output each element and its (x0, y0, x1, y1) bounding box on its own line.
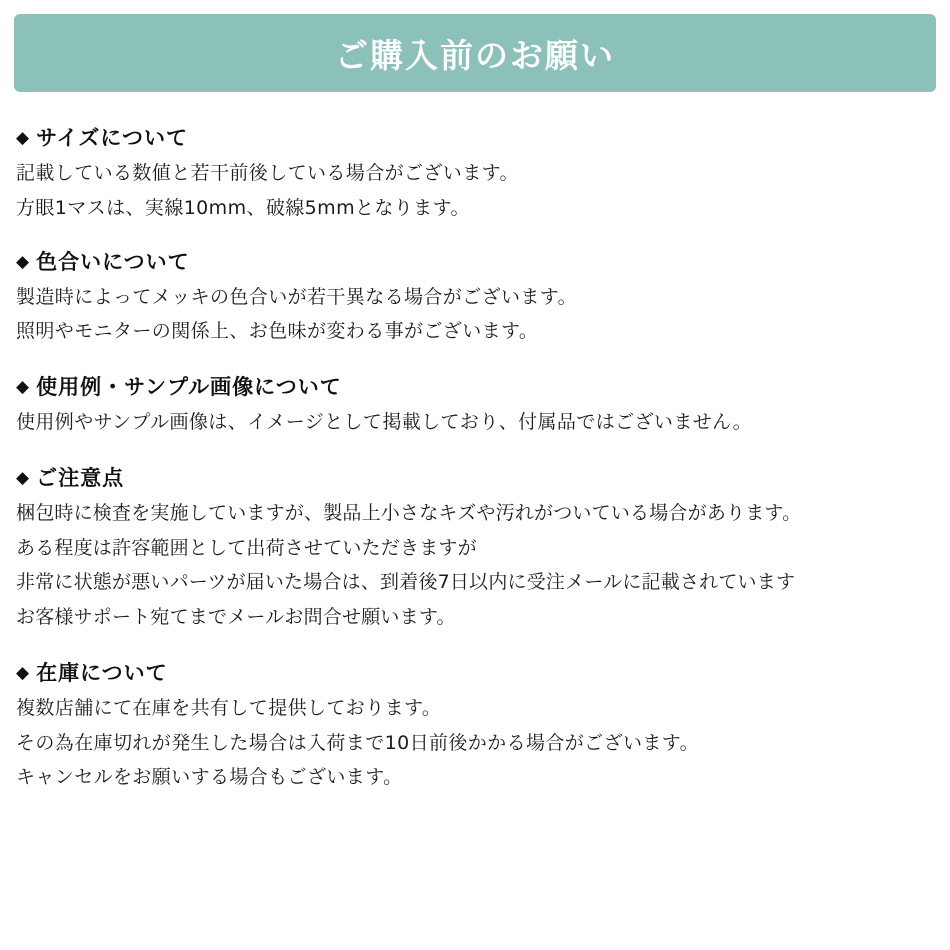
body-line: お客様サポート宛てまでメールお問合せ願います。 (16, 606, 456, 629)
section-cautions (14, 462, 936, 633)
body-line: 方眼1マスは、実線10mm、破線5mmとなります。 (16, 196, 470, 219)
section-body-color (16, 282, 936, 348)
section-color (14, 246, 936, 348)
diamond-bullet-icon: ◆ (16, 377, 31, 398)
section-stock (14, 657, 936, 793)
section-heading-cautions-label: ご注意点 (36, 465, 125, 490)
body-line: キャンセルをお願いする場合もございます。 (16, 766, 403, 789)
body-line: 照明やモニターの関係上、お色味が変わる事がございます。 (16, 320, 539, 343)
section-heading-stock-label: 在庫について (36, 660, 168, 685)
section-body-cautions (16, 498, 936, 633)
section-body-sample (16, 407, 936, 438)
section-body-size (16, 158, 936, 224)
body-line: 複数店舗にて在庫を共有して提供しております。 (16, 696, 442, 719)
section-heading-sample-label: 使用例・サンプル画像について (36, 375, 342, 400)
page-title: ご購入前のお願い (335, 35, 615, 75)
body-line: 記載している数値と若干前後している場合がございます。 (16, 162, 519, 184)
diamond-bullet-icon: ◆ (16, 467, 31, 488)
section-heading-stock (16, 657, 936, 687)
body-line: その為在庫切れが発生した場合は入荷まで10日前後かかる場合がございます。 (16, 731, 700, 754)
body-line: ある程度は許容範囲として出荷させていただきますが (16, 536, 477, 559)
section-body-stock (16, 693, 936, 793)
section-heading-color (16, 246, 936, 276)
diamond-bullet-icon: ◆ (16, 128, 31, 148)
body-line: 非常に状態が悪いパーツが届いた場合は、到着後7日以内に受注メールに記載されています (16, 571, 796, 594)
section-heading-size (16, 122, 936, 152)
section-heading-cautions (16, 462, 936, 492)
body-line: 梱包時に検査を実施していますが、製品上小さなキズや汚れがついている場合があります。 (16, 501, 802, 524)
page-banner (14, 14, 936, 92)
section-heading-sample (16, 371, 936, 401)
body-line: 製造時によってメッキの色合いが若干異なる場合がございます。 (16, 285, 578, 308)
section-heading-color-label: 色合いについて (36, 249, 190, 274)
diamond-bullet-icon: ◆ (16, 662, 31, 683)
section-sample-images (14, 371, 936, 438)
section-size (14, 122, 936, 224)
diamond-bullet-icon: ◆ (16, 251, 31, 272)
body-line: 使用例やサンプル画像は、イメージとして掲載しており、付属品ではございません。 (16, 411, 753, 434)
section-heading-size-label: サイズについて (36, 126, 188, 150)
